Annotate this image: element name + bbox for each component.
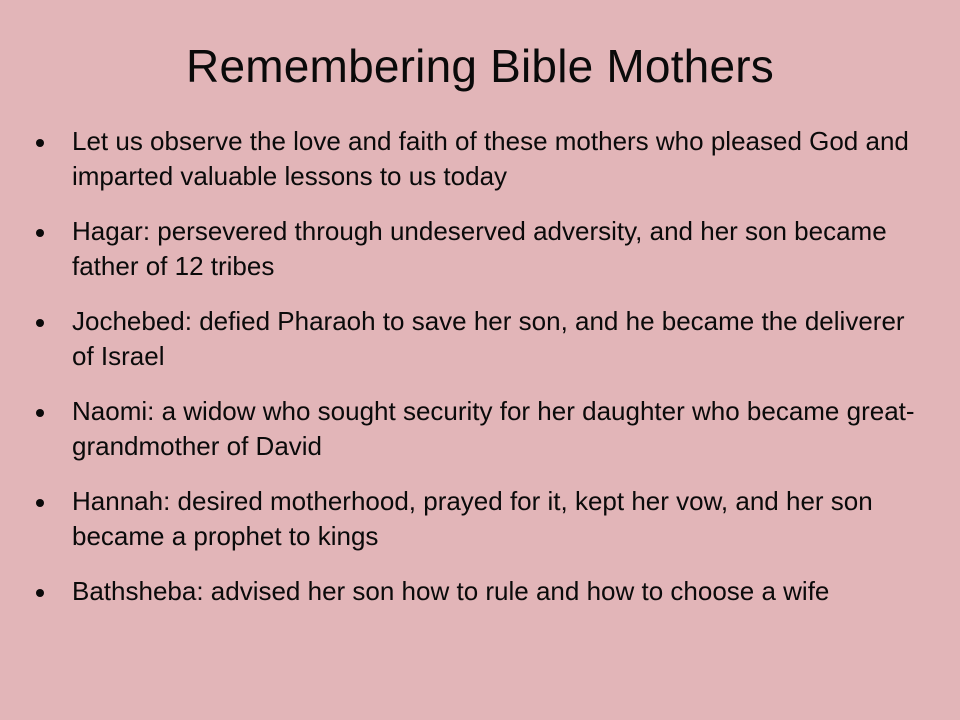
bullet-point-icon	[36, 139, 44, 147]
bullet-item	[36, 574, 916, 609]
bullet-list	[36, 124, 916, 629]
bullet-point-icon	[36, 319, 44, 327]
bullet-item	[36, 124, 916, 194]
bullet-point-icon	[36, 499, 44, 507]
bullet-text: Hannah: desired motherhood, prayed for it, kept her vow, and her son became a prophet to kings	[72, 486, 873, 551]
bullet-point-icon	[36, 409, 44, 417]
bullet-text: Naomi: a widow who sought security for her daughter who became great-grandmother of David	[72, 396, 915, 461]
bullet-item	[36, 214, 916, 284]
bullet-text: Hagar: persevered through undeserved adversity, and her son became father of 12 tribes	[72, 216, 887, 281]
bullet-text: Let us observe the love and faith of these mothers who pleased God and imparted valuable lessons to us today	[72, 126, 909, 191]
bullet-item	[36, 484, 916, 554]
bullet-text: Bathsheba: advised her son how to rule and how to choose a wife	[72, 576, 830, 606]
bullet-point-icon	[36, 589, 44, 597]
bullet-item	[36, 304, 916, 374]
slide-title: Remembering Bible Mothers	[186, 40, 774, 92]
bullet-point-icon	[36, 229, 44, 237]
bullet-text: Jochebed: defied Pharaoh to save her son, and he became the deliverer of Israel	[72, 306, 905, 371]
bullet-item	[36, 394, 916, 464]
